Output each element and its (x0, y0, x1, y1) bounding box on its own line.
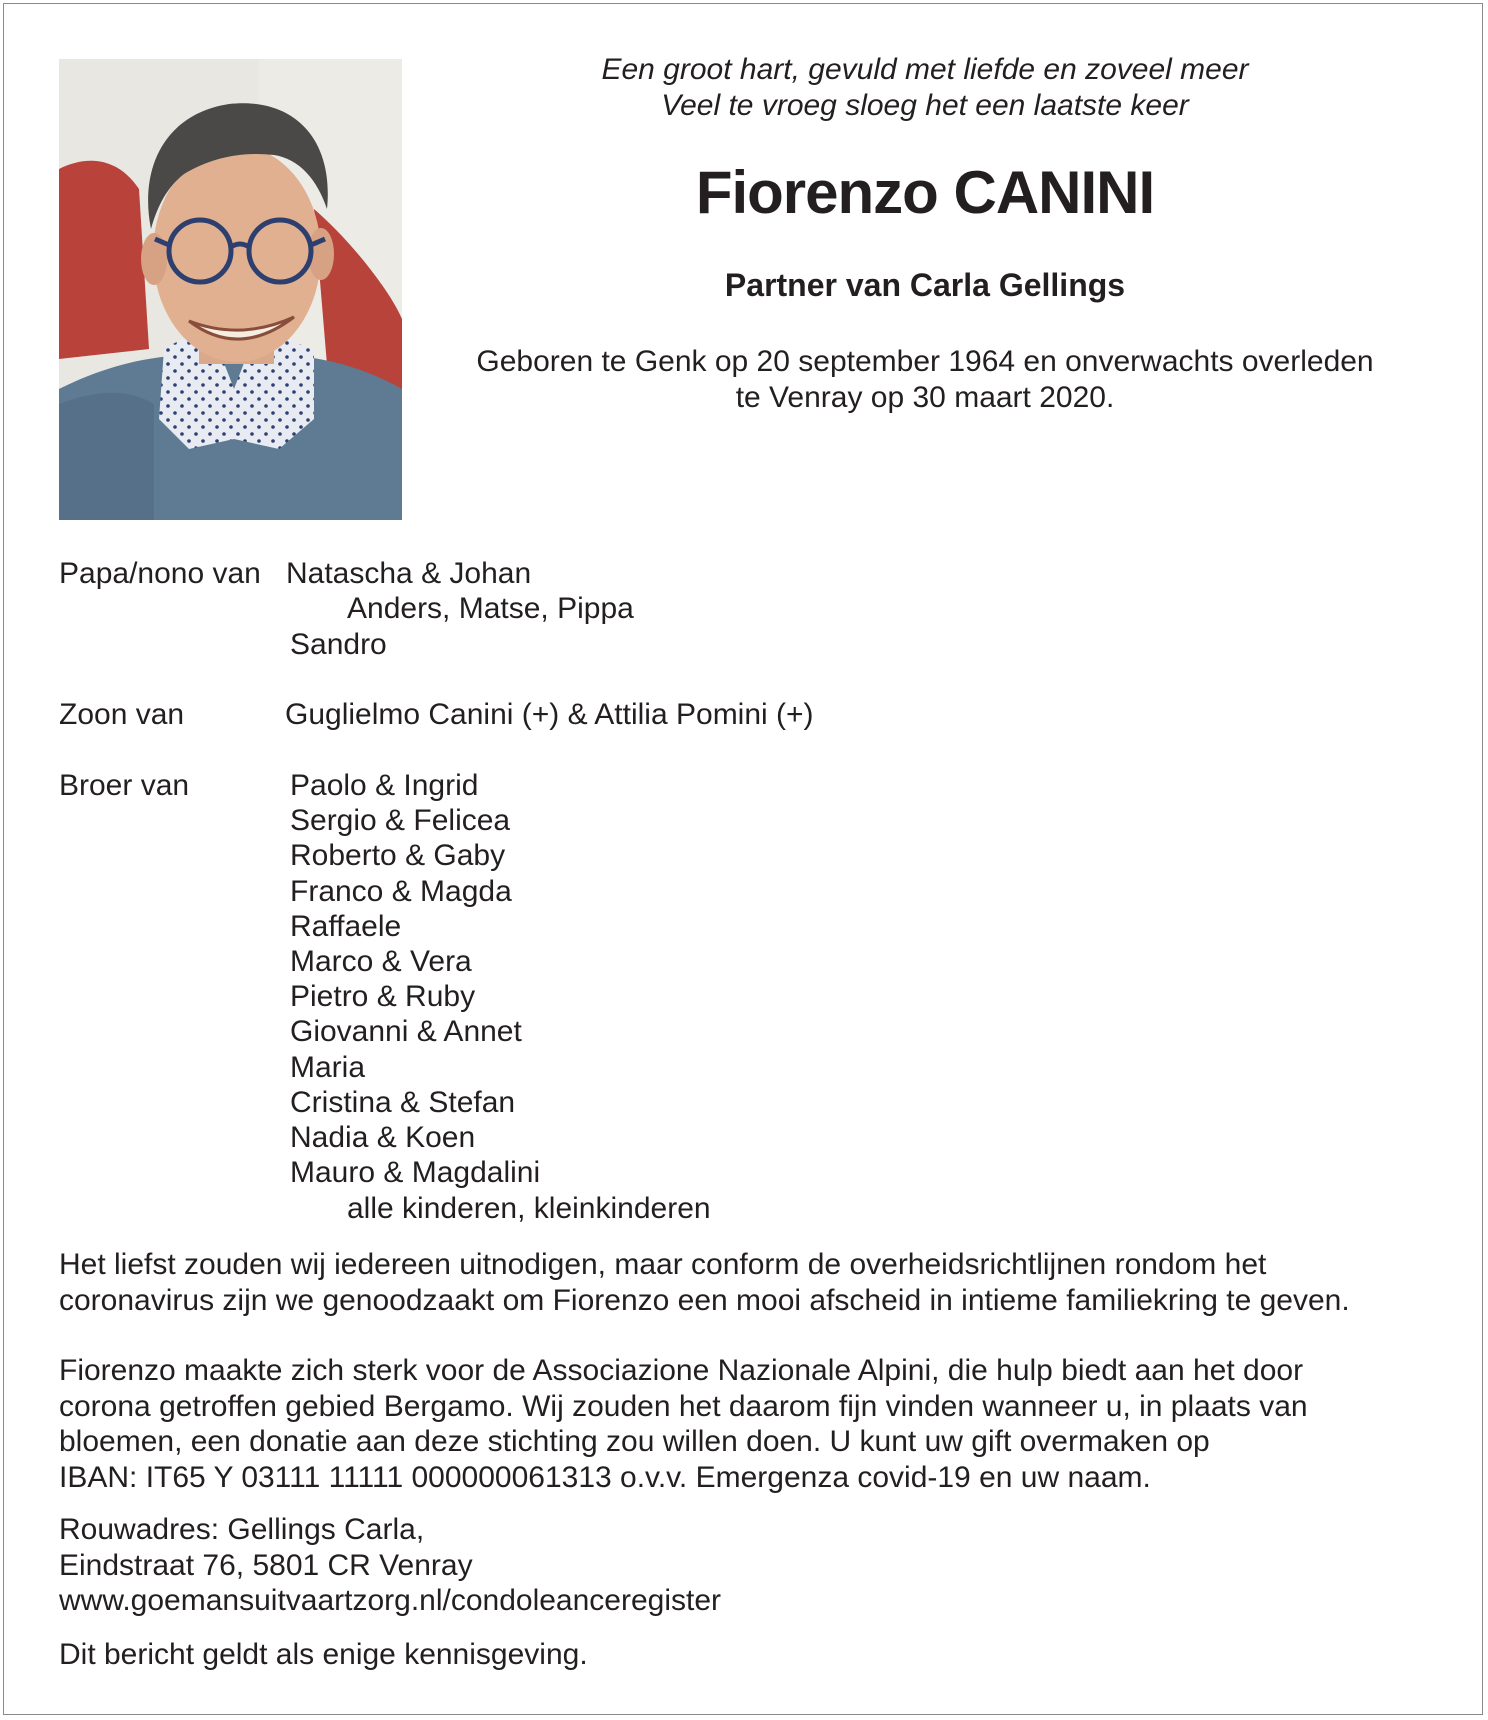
verse-line: Een groot hart, gevuld met liefde en zoveel meer (601, 53, 1249, 86)
verse-line: Veel te vroeg sloeg het een laatste keer (661, 89, 1189, 122)
sibling-line: Cristina & Stefan (290, 1085, 516, 1119)
sibling-line: Paolo & Ingrid (290, 769, 479, 802)
verse (430, 52, 1420, 124)
paragraph-line: coronavirus zijn we genoodzaakt om Fiorenzo een mooi afscheid in intieme familiekring te geven. (59, 1283, 1350, 1317)
iban-line: IBAN: IT65 Y 03111 11111 000000061313 o.v.v. Emergenza covid-19 en uw naam. (59, 1460, 1151, 1494)
closing-family-line: alle kinderen, kleinkinderen (347, 1192, 711, 1225)
paragraph-line: Het liefst zouden wij iedereen uitnodigen, maar conform de overheidsrichtlijnen rondom het (59, 1248, 1267, 1281)
partner-line: Partner van Carla Gellings (724, 267, 1126, 303)
broer-label: Broer van (59, 769, 190, 802)
donation-paragraph (59, 1353, 1308, 1495)
papa-line: Natascha & Johan (286, 557, 532, 590)
paragraph-line: corona getroffen gebied Bergamo. Wij zouden het daarom fijn vinden wanneer u, in plaats van (59, 1389, 1308, 1423)
corona-paragraph (59, 1247, 1350, 1318)
sibling-line: Sergio & Felicea (290, 804, 511, 838)
grandchildren-line: Anders, Matse, Pippa (347, 592, 634, 625)
sibling-line: Marco & Vera (290, 945, 472, 979)
sibling-line: Maria (290, 1050, 366, 1084)
condolence-url: www.goemansuitvaartzorg.nl/condoleanceregister (59, 1584, 722, 1617)
address-line: Rouwadres: Gellings Carla, (59, 1513, 425, 1546)
notice: Dit bericht geldt als enige kennisgeving. (59, 1638, 588, 1671)
sibling-line: Roberto & Gaby (290, 839, 506, 873)
address-block (59, 1512, 721, 1619)
portrait-photo (59, 59, 402, 520)
siblings-list (290, 768, 540, 1190)
sibling-line: Franco & Magda (290, 874, 512, 908)
address-line: Eindstraat 76, 5801 CR Venray (59, 1548, 473, 1582)
paragraph-line: Fiorenzo maakte zich sterk voor de Associazione Nazionale Alpini, die hulp biedt aan het door (59, 1354, 1304, 1387)
sibling-line: Raffaele (290, 909, 402, 943)
parents-line: Guglielmo Canini (+) & Attilia Pomini (+) (285, 698, 814, 731)
papa-label: Papa/nono van (59, 557, 261, 590)
deceased-name: Fiorenzo CANINI (695, 159, 1155, 226)
birth-death-line: te Venray op 30 maart 2020. (735, 381, 1115, 414)
sibling-line: Mauro & Magdalini (290, 1156, 541, 1190)
sibling-line: Giovanni & Annet (290, 1015, 522, 1049)
sibling-line: Pietro & Ruby (290, 980, 476, 1014)
birth-death-line: Geboren te Genk op 20 september 1964 en onverwachts overleden (476, 345, 1374, 378)
paragraph-line: bloemen, een donatie aan deze stichting zou willen doen. U kunt uw gift overmaken op (59, 1425, 1210, 1458)
zoon-label: Zoon van (59, 698, 185, 731)
papa-line: Sandro (290, 628, 387, 661)
sibling-line: Nadia & Koen (290, 1121, 476, 1155)
birth-death-statement (430, 344, 1420, 416)
